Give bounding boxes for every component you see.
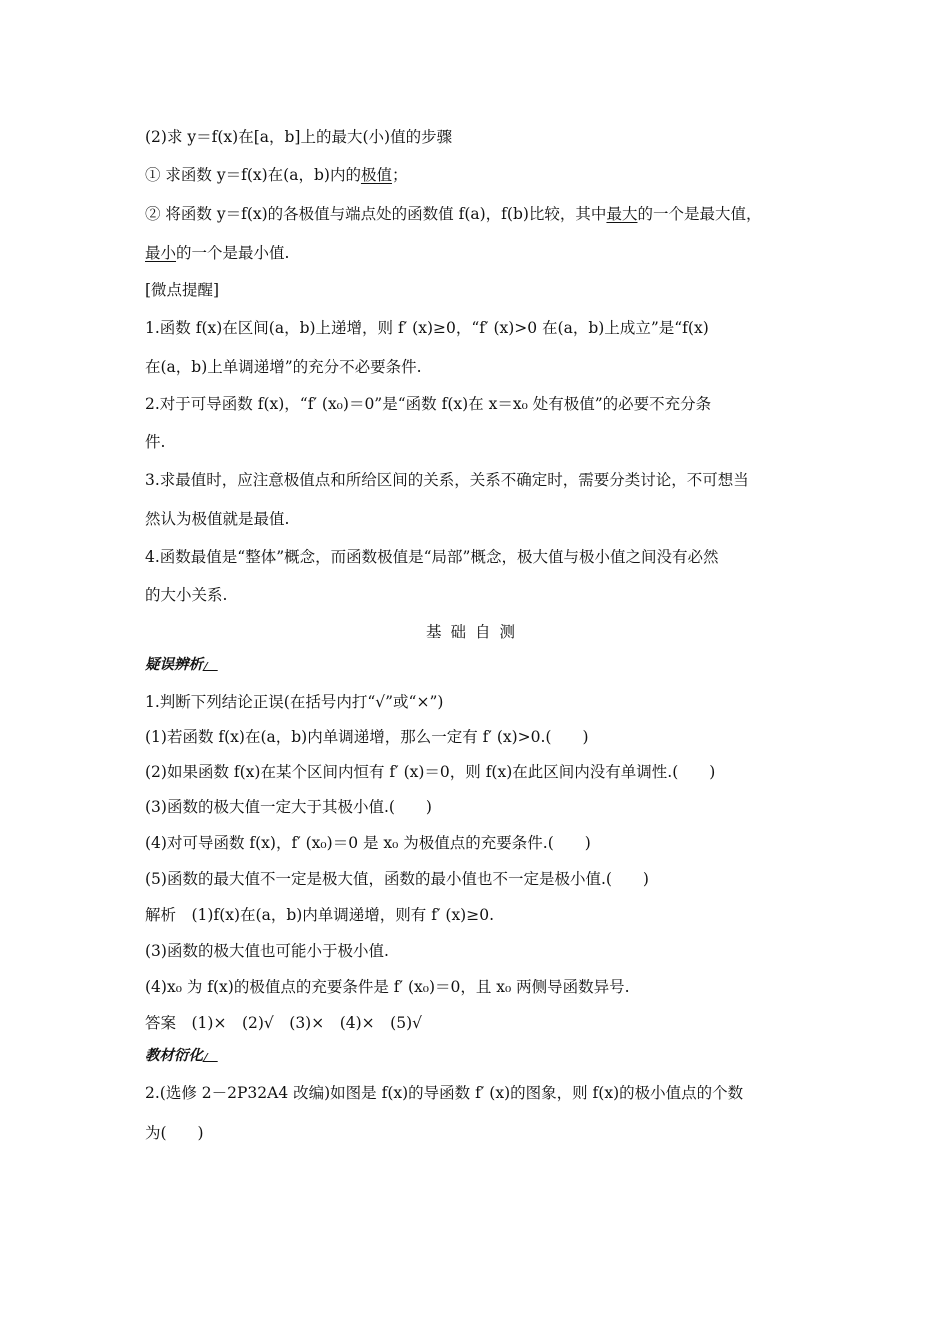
step-two-cont-underlined: 最小 [145, 244, 177, 262]
step-one [145, 165, 407, 185]
section-title: 基础自测 [425, 623, 524, 641]
step-one-text: ① 求函数 y＝f(x)在(a，b)内的 [145, 166, 361, 184]
statement-2: (2)如果函数 f(x)在某个区间内恒有 f′ (x)＝0，则 f(x)在此区间内没有单调性.( ) [145, 763, 716, 781]
analysis-1: 解析 (1)f(x)在(a，b)内单调递增，则有 f′ (x)≥0. [145, 906, 495, 924]
tag-label: 疑误辨析 [145, 657, 203, 673]
step-heading: (2)求 y＝f(x)在[a，b]上的最大(小)值的步骤 [145, 128, 453, 146]
tip-2: 2.对于可导函数 f(x)，“f′ (x₀)＝0”是“函数 f(x)在 x＝x₀ 处有极值”的必要不充分条 [145, 395, 712, 413]
tag-underline-mark [202, 1053, 222, 1062]
step-one-underlined: 极值 [360, 166, 392, 184]
question-1: 1.判断下列结论正误(在括号内打“√”或“×”) [145, 693, 444, 711]
analysis-4: (4)x₀ 为 f(x)的极值点的充要条件是 f′ (x₀)＝0，且 x₀ 两侧导函数异号. [145, 978, 630, 996]
question-2-cont: 为( ) [145, 1124, 204, 1142]
tip-3: 3.求最值时，应注意极值点和所给区间的关系，关系不确定时，需要分类讨论，不可想当 [145, 471, 749, 489]
tip-4-cont: 的大小关系. [145, 586, 228, 604]
statement-1: (1)若函数 f(x)在(a，b)内单调递增，那么一定有 f′ (x)>0.( ) [145, 728, 589, 746]
tip-1: 1.函数 f(x)在区间(a，b)上递增，则 f′ (x)≥0，“f′ (x)>0 在(a，b)上成立”是“f(x) [145, 319, 709, 337]
step-two-underlined: 最大 [606, 205, 638, 223]
tag-underline-mark [202, 662, 222, 671]
analysis-3: (3)函数的极大值也可能小于极小值. [145, 942, 389, 960]
step-two [145, 204, 761, 224]
statement-3: (3)函数的极大值一定大于其极小值.( ) [145, 798, 432, 816]
tip-2-cont: 件. [145, 433, 166, 451]
tip-3-cont: 然认为极值就是最值. [145, 510, 290, 528]
section-tag-misconceptions [145, 656, 220, 674]
statement-4: (4)对可导函数 f(x)，f′ (x₀)＝0 是 x₀ 为极值点的充要条件.( ) [145, 834, 591, 852]
tips-heading: [微点提醒] [145, 281, 220, 299]
tag-label: 教材衍化 [145, 1048, 203, 1064]
step-two-cont-text: 的一个是最小值. [176, 244, 290, 262]
statement-5: (5)函数的最大值不一定是极大值，函数的最小值也不一定是极小值.( ) [145, 870, 649, 888]
step-two-end: 的一个是最大值， [637, 205, 762, 223]
section-tag-textbook [145, 1047, 220, 1065]
tip-1-cont: 在(a，b)上单调递增”的充分不必要条件. [145, 358, 422, 376]
answer-line: 答案 (1)× (2)√ (3)× (4)× (5)√ [145, 1014, 422, 1032]
step-two-text: ② 将函数 y＝f(x)的各极值与端点处的函数值 f(a)，f(b)比较，其中 [145, 205, 607, 223]
step-one-end: ； [391, 166, 408, 184]
tip-4: 4.函数最值是“整体”概念，而函数极值是“局部”概念，极大值与极小值之间没有必然 [145, 548, 719, 566]
question-2: 2.(选修 2－2P32A4 改编)如图是 f(x)的导函数 f′ (x)的图象，则 f(x)的极小值点的个数 [145, 1084, 744, 1102]
step-two-cont [145, 243, 289, 263]
